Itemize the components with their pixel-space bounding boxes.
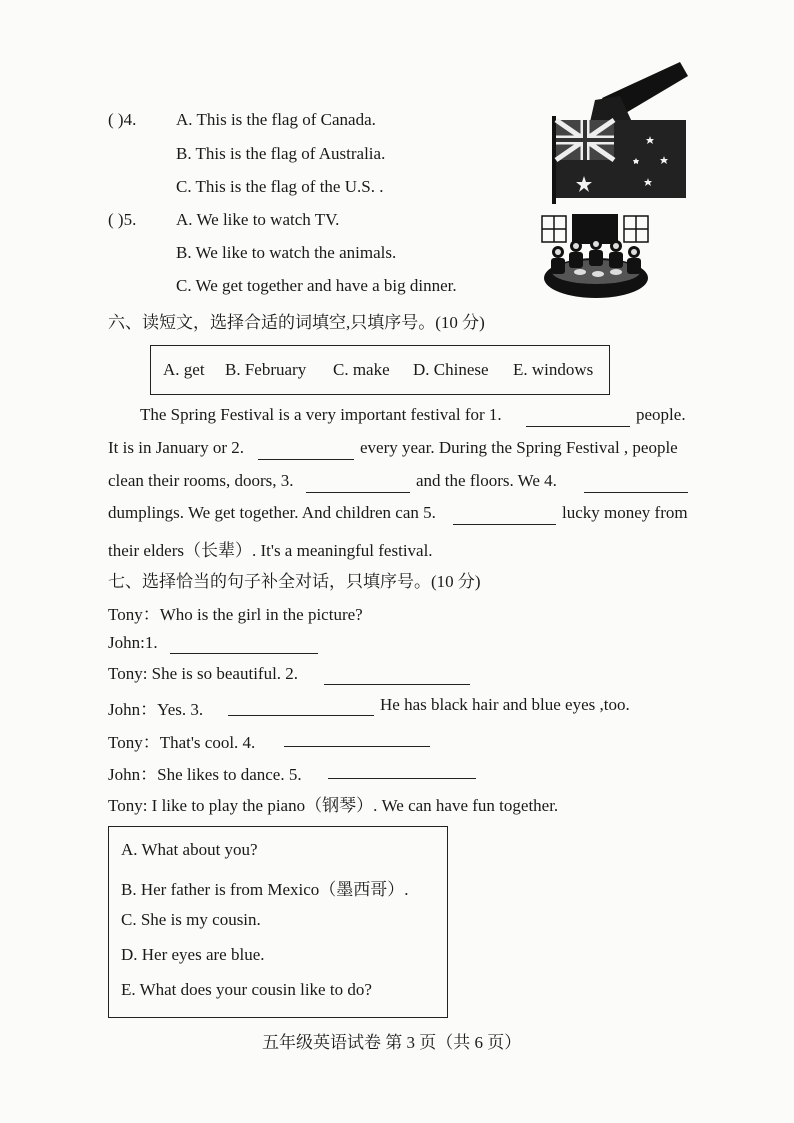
word-option-b: B. February <box>225 360 307 379</box>
dialogue-option-e: E. What does your cousin like to do? <box>121 980 372 999</box>
passage-line-1b: people. <box>636 405 686 424</box>
blank-4[interactable] <box>584 491 688 493</box>
dialogue-options-box <box>108 826 448 1018</box>
dialogue-line-2: John:1. <box>108 633 158 652</box>
dialogue-line-1: Tony：Who is the girl in the picture? <box>108 605 363 624</box>
passage-line-1a: The Spring Festival is a very important festival for 1. <box>140 405 502 424</box>
dialogue-line-3: Tony: She is so beautiful. 2. <box>108 664 299 683</box>
dialogue-line-4b: He has black hair and blue eyes ,too. <box>380 695 630 714</box>
family-dinner-illustration <box>540 212 652 300</box>
word-option-a: A. get <box>163 360 205 379</box>
dialogue-blank-3[interactable] <box>228 714 374 716</box>
word-option-d: D. Chinese <box>413 360 489 379</box>
passage-line-3b: and the floors. We 4. <box>416 471 557 490</box>
dialogue-line-4a: John：Yes. 3. <box>108 700 204 719</box>
dialogue-line-7: Tony: I like to play the piano（钢琴）. We can have fun together. <box>108 796 559 815</box>
passage-line-4a: dumplings. We get together. And children can 5. <box>108 503 436 522</box>
section-7-heading: 七、选择恰当的句子补全对话，只填序号。(10 分) <box>108 572 481 591</box>
passage-line-3a: clean their rooms, doors, 3. <box>108 471 294 490</box>
passage-line-4b: lucky money from <box>562 503 688 522</box>
q4-option-b: B. This is the flag of Australia. <box>176 144 386 163</box>
section-6-heading: 六、读短文，选择合适的词填空,只填序号。(10 分) <box>108 313 485 332</box>
dialogue-blank-5[interactable] <box>328 777 476 779</box>
q5-option-c: C. We get together and have a big dinner. <box>176 276 457 295</box>
q4-option-a: A. This is the flag of Canada. <box>176 110 376 129</box>
dialogue-blank-4[interactable] <box>284 745 430 747</box>
blank-2[interactable] <box>258 458 354 460</box>
dialogue-option-a: A. What about you? <box>121 840 258 859</box>
dialogue-option-c: C. She is my cousin. <box>121 910 261 929</box>
word-bank-box <box>150 345 610 395</box>
dialogue-blank-1[interactable] <box>170 652 318 654</box>
dialogue-line-5: Tony：That's cool. 4. <box>108 733 256 752</box>
passage-line-5: their elders（长辈）. It's a meaningful festival. <box>108 541 433 560</box>
passage-line-2b: every year. During the Spring Festival , people <box>360 438 678 457</box>
blank-3[interactable] <box>306 491 410 493</box>
flag-hand-illustration <box>540 58 690 206</box>
q4-option-c: C. This is the flag of the U.S. . <box>176 177 384 196</box>
dialogue-blank-2[interactable] <box>324 683 470 685</box>
q5-option-b: B. We like to watch the animals. <box>176 243 397 262</box>
passage-line-2a: It is in January or 2. <box>108 438 244 457</box>
dialogue-option-d: D. Her eyes are blue. <box>121 945 265 964</box>
dialogue-line-6: John：She likes to dance. 5. <box>108 765 302 784</box>
word-option-c: C. make <box>333 360 390 379</box>
dialogue-option-b: B. Her father is from Mexico（墨西哥）. <box>121 880 409 899</box>
word-option-e: E. windows <box>513 360 594 379</box>
q5-option-a: A. We like to watch TV. <box>176 210 340 229</box>
q4-answer-bracket: ( )4. <box>108 110 137 129</box>
blank-1[interactable] <box>526 425 630 427</box>
q5-answer-bracket: ( )5. <box>108 210 137 229</box>
page-footer: 五年级英语试卷 第 3 页（共 6 页） <box>262 1033 522 1052</box>
blank-5[interactable] <box>453 523 556 525</box>
